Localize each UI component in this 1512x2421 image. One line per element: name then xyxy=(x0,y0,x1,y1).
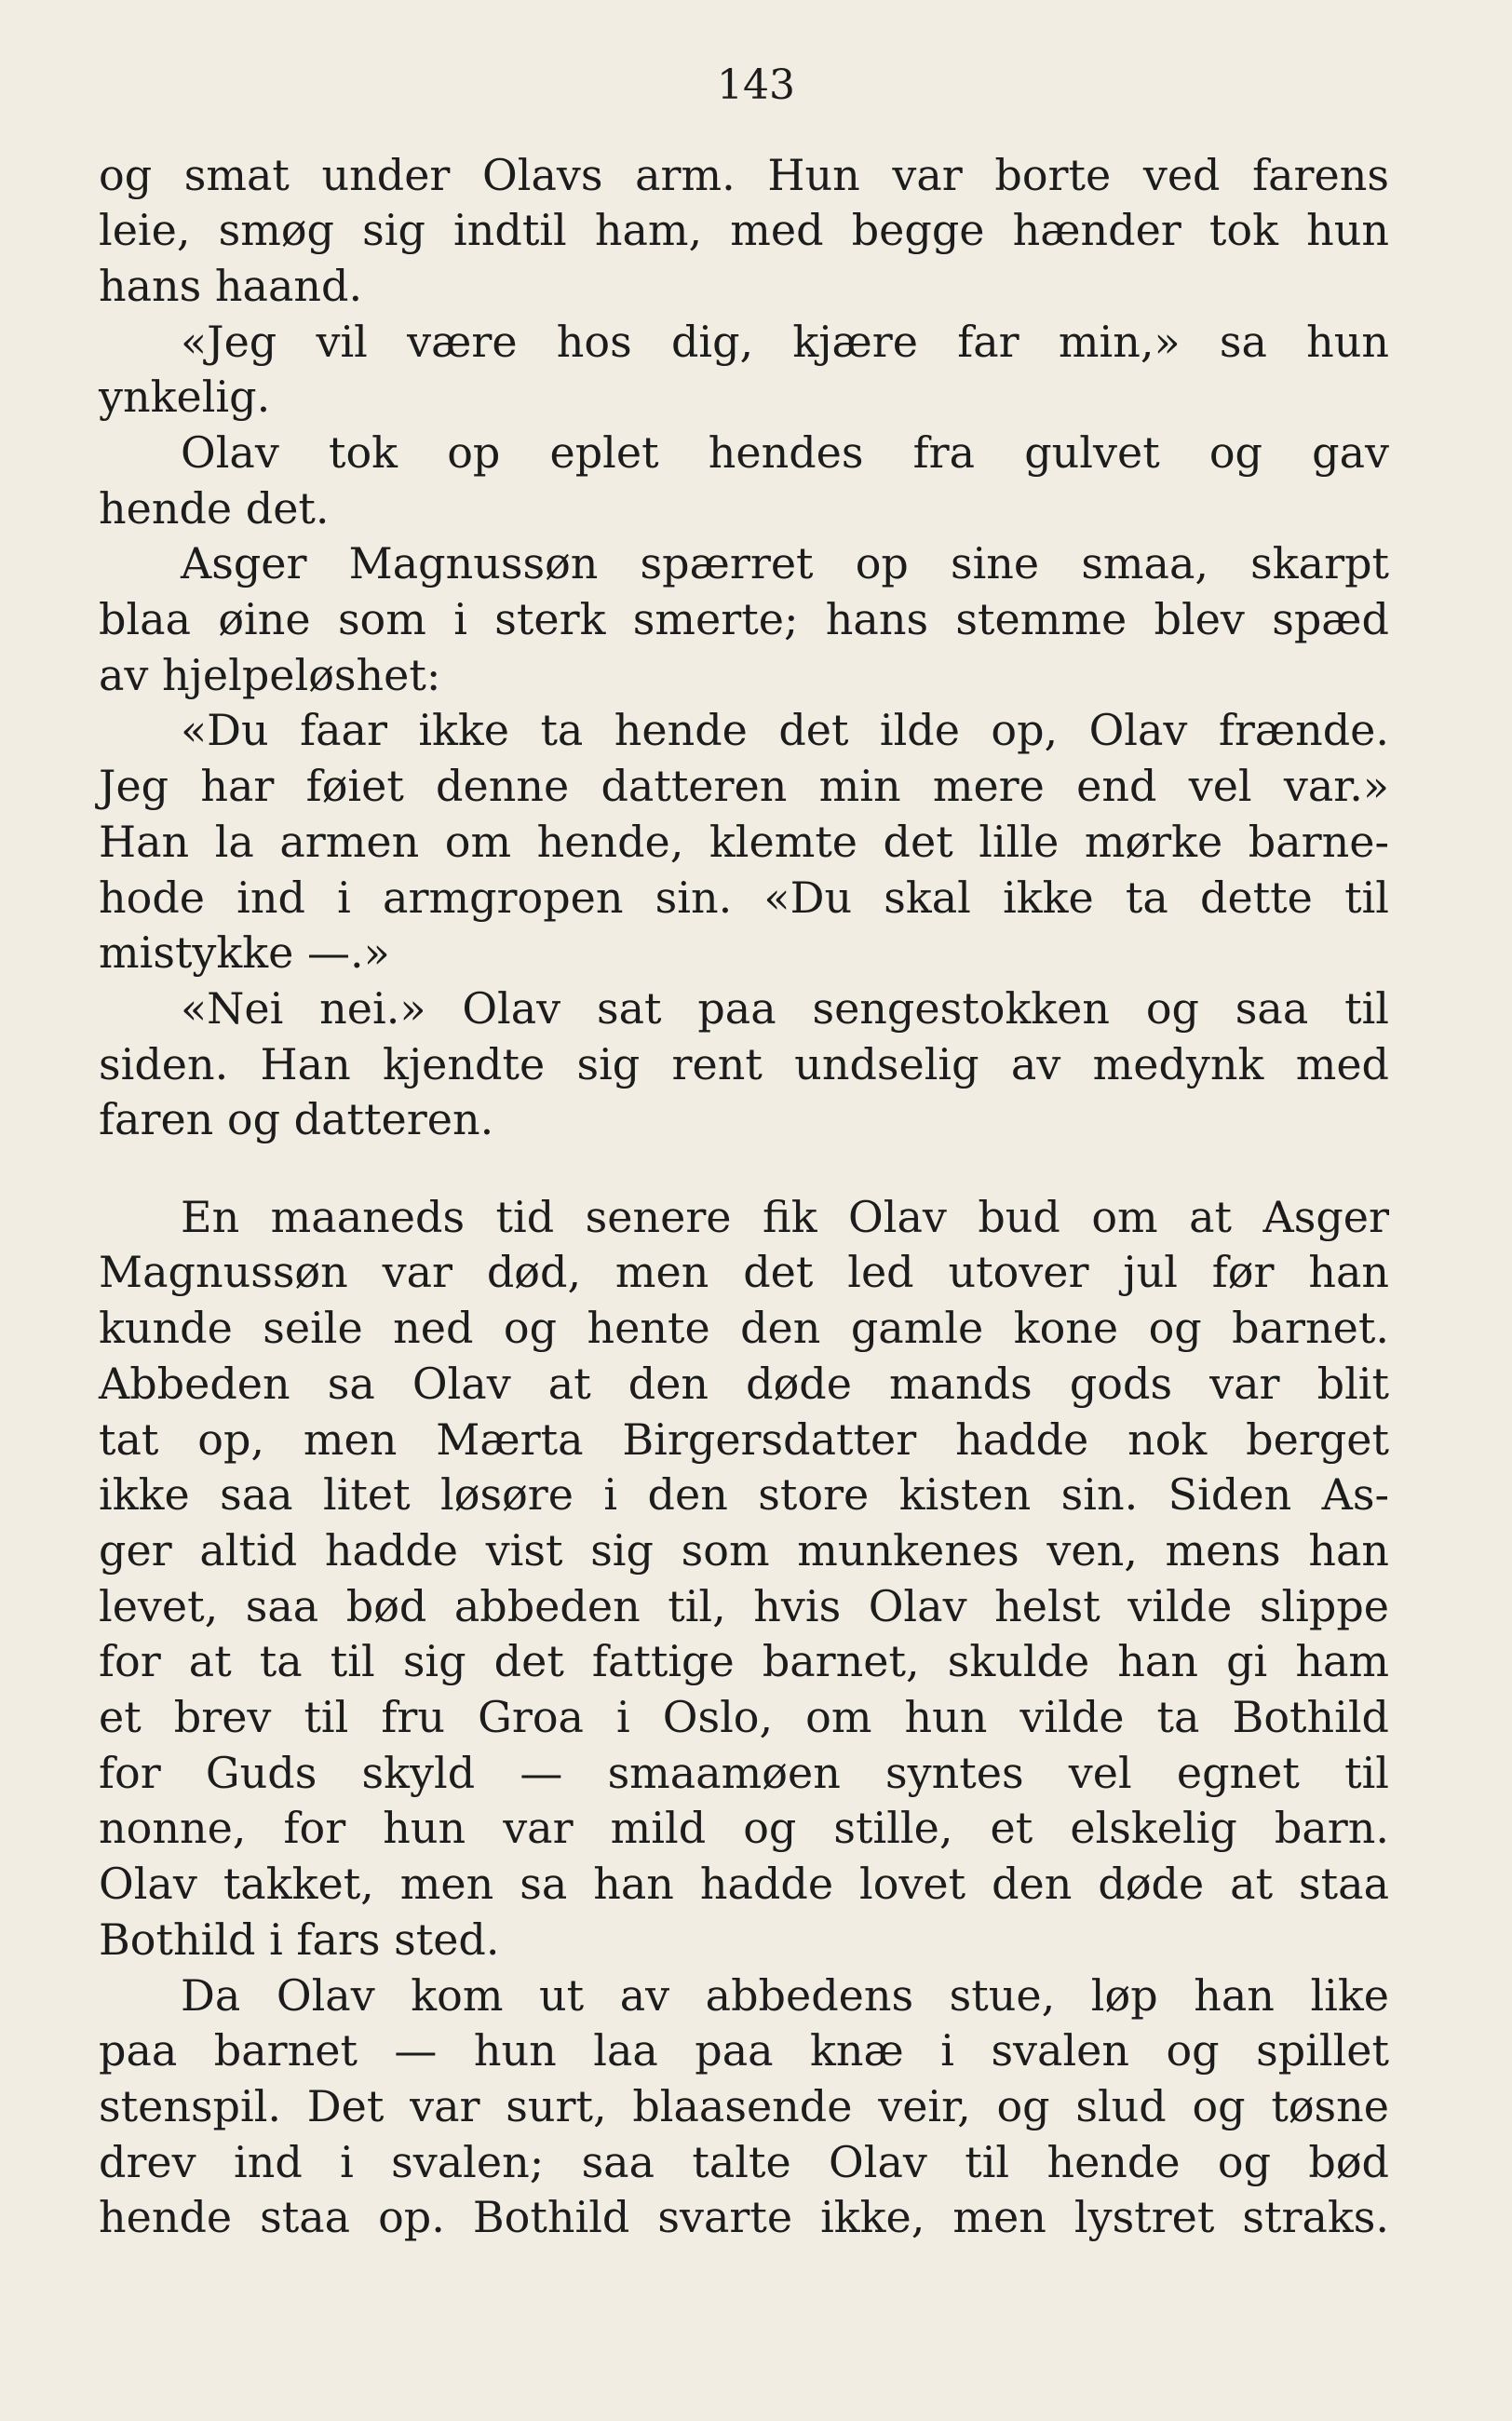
text-line: levet, saa bød abbeden til, hvis Olav helst vilde slippe xyxy=(99,1581,1389,1631)
text-line: Jeg har føiet denne datteren min mere end vel var.» xyxy=(99,761,1389,811)
text-line: ger altid hadde vist sig som munkenes ven, mens han xyxy=(99,1525,1389,1576)
text-line: «Nei nei.» Olav sat paa sengestokken og saa til xyxy=(181,983,1389,1034)
text-line: paa barnet — hun laa paa knæ i svalen og spillet xyxy=(99,2025,1389,2076)
text-line: ikke saa litet løsøre i den store kisten sin. Siden As- xyxy=(99,1469,1389,1520)
text-line: mistykke —.» xyxy=(99,927,390,978)
text-line: og smat under Olavs arm. Hun var borte ved farens xyxy=(99,150,1389,200)
text-line: faren og datteren. xyxy=(99,1094,494,1144)
text-line: Olav takket, men sa han hadde lovet den døde at staa xyxy=(99,1859,1389,1909)
text-line: av hjelpeløshet: xyxy=(99,650,441,700)
text-line: Magnussøn var død, men det led utover jul før han xyxy=(99,1247,1389,1297)
text-line: «Jeg vil være hos dig, kjære far min,» sa hun xyxy=(181,317,1389,367)
text-line: hende det. xyxy=(99,483,330,534)
text-line: hende staa op. Bothild svarte ikke, men lystret straks. xyxy=(99,2192,1389,2242)
text-line: nonne, for hun var mild og stille, et elskelig barn. xyxy=(99,1803,1389,1853)
text-line: Asger Magnussøn spærret op sine smaa, skarpt xyxy=(181,538,1389,588)
text-line: stenspil. Det var surt, blaasende veir, og slud og tøsne xyxy=(99,2081,1389,2131)
text-line: hode ind i armgropen sin. «Du skal ikke ta dette til xyxy=(99,872,1389,923)
text-line: Bothild i fars sted. xyxy=(99,1914,500,1965)
page-number: 143 xyxy=(717,61,795,109)
text-line: leie, smøg sig indtil ham, med begge hænder tok hun xyxy=(99,205,1389,255)
text-line: et brev til fru Groa i Oslo, om hun vilde ta Bothild xyxy=(99,1692,1389,1742)
text-line: blaa øine som i sterk smerte; hans stemme blev spæd xyxy=(99,594,1389,644)
text-line: siden. Han kjendte sig rent undselig av medynk med xyxy=(99,1039,1389,1089)
text-line: tat op, men Mærta Birgersdatter hadde nok berget xyxy=(99,1414,1389,1465)
text-line: Han la armen om hende, klemte det lille mørke barne- xyxy=(99,817,1389,867)
text-line: Olav tok op eplet hendes fra gulvet og gav xyxy=(181,427,1389,478)
text-line: Da Olav kom ut av abbedens stue, løp han like xyxy=(181,1970,1389,2021)
text-line: for Guds skyld — smaamøen syntes vel egnet til xyxy=(99,1748,1389,1798)
text-line: En maaneds tid senere fik Olav bud om at Asger xyxy=(181,1192,1389,1242)
text-line: «Du faar ikke ta hende det ilde op, Olav frænde. xyxy=(181,705,1389,755)
text-line: ynkelig. xyxy=(99,372,271,422)
text-line: for at ta til sig det fattige barnet, skulde han gi ham xyxy=(99,1636,1389,1686)
text-line: hans haand. xyxy=(99,261,363,311)
text-line: Abbeden sa Olav at den døde mands gods var blit xyxy=(99,1359,1389,1409)
text-line: drev ind i svalen; saa talte Olav til hende og bød xyxy=(99,2137,1389,2187)
text-line: kunde seile ned og hente den gamle kone og barnet. xyxy=(99,1303,1389,1353)
